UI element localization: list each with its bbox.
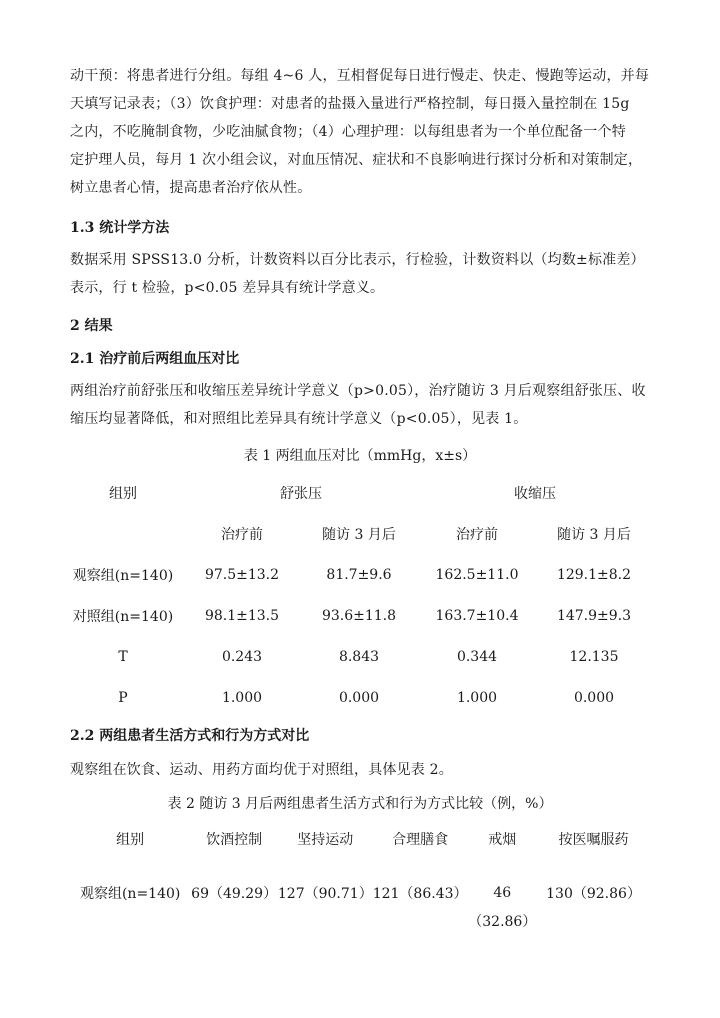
section-heading-1-3: 1.3 统计学方法: [70, 220, 170, 236]
row-label: 观察组(n=140): [72, 567, 174, 584]
table-cell: 8.843: [338, 648, 380, 665]
table-cell: 1.000: [456, 689, 498, 706]
header-cell-systolic: 收缩压: [514, 486, 556, 502]
text-line: 缩压均显著降低，和对照组比差异具有统计学意义（p<0.05），见表 1。: [70, 411, 528, 427]
table-cell: 97.5±13.2: [204, 566, 280, 583]
header-cell: 按医嘱服药: [558, 832, 629, 848]
section-heading-2-2: 2.2 两组患者生活方式和行为方式对比: [70, 728, 310, 744]
table-cell: 162.5±11.0: [435, 566, 519, 583]
table-row: [70, 880, 650, 906]
row-label: T: [118, 648, 128, 665]
table-row: [62, 554, 652, 595]
table-cell: 1.000: [221, 689, 263, 706]
table-cell: [62, 514, 184, 554]
table-cell: 130（92.86）: [546, 886, 641, 902]
table-cell: 147.9±9.3: [556, 607, 632, 624]
row-label: 对照组(n=140): [72, 608, 174, 625]
header-cell: 戒烟: [488, 832, 517, 848]
table-cell: 163.7±10.4: [435, 607, 519, 624]
table-subheader-row: [62, 514, 652, 554]
table-cell: 81.7±9.6: [326, 566, 392, 583]
table2-caption: 表 2 随访 3 月后两组患者生活方式和行为方式比较（例，%）: [167, 796, 553, 812]
table-cell: [373, 906, 468, 936]
subheader-cell: 治疗前: [456, 527, 498, 543]
stats-method-paragraph: [70, 246, 650, 302]
table-cell: 46: [493, 885, 512, 901]
text-line: 数据采用 SPSS13.0 分析，计数资料以百分比表示，行检验，计数资料以（均数±标准差）: [70, 252, 645, 268]
table-row: [62, 677, 652, 718]
subheader-cell: 治疗前: [221, 527, 263, 543]
table-cell: 0.344: [456, 648, 498, 665]
table-cell: 98.1±13.5: [204, 607, 280, 624]
lifestyle-result-paragraph: [70, 756, 650, 784]
table-cell: [537, 906, 650, 936]
text-line: 天填写记录表；（3）饮食护理：对患者的盐摄入量进行严格控制，每日摄入量控制在 15g: [70, 96, 630, 112]
text-line: 树立患者心情，提高患者治疗依从性。: [70, 180, 312, 196]
text-line: 表示，行 t 检验，p<0.05 差异具有统计学意义。: [70, 280, 385, 296]
section-heading-2: 2 结果: [70, 318, 113, 334]
table-header-row: [62, 472, 652, 514]
header-cell: 合理膳食: [392, 832, 449, 848]
spacer-row: [70, 854, 650, 880]
table-cell: 69（49.29）: [191, 886, 278, 902]
table2: [70, 824, 650, 936]
table-cell: [70, 906, 190, 936]
header-cell: 坚持运动: [297, 832, 354, 848]
text-line: 观察组在饮食、运动、用药方面均优于对照组，具体见表 2。: [70, 762, 453, 778]
intro-paragraph: [70, 62, 650, 202]
text-line: 两组治疗前舒张压和收缩压差异统计学意义（p>0.05），治疗随访 3 月后观察组舒张压、收: [70, 383, 646, 399]
table-row: [62, 595, 652, 636]
table-cell: 0.243: [221, 648, 263, 665]
table1-caption: 表 1 两组血压对比（mmHg，x±s）: [243, 448, 477, 464]
table-cell: 93.6±11.8: [321, 607, 397, 624]
header-cell-group: 组别: [109, 486, 137, 502]
table-cell: 12.135: [569, 648, 619, 665]
table-cell: [190, 906, 278, 936]
table-header-row: [70, 824, 650, 854]
table1: [62, 472, 652, 718]
text-line: 之内，不吃腌制食物，少吃油腻食物；（4）心理护理：以每组患者为一个单位配备一个特: [70, 124, 626, 140]
bp-result-paragraph: [70, 377, 650, 433]
table-cell: 0.000: [573, 689, 615, 706]
table-cell: 0.000: [338, 689, 380, 706]
row-label: P: [118, 689, 128, 706]
table-cell: 129.1±8.2: [556, 566, 632, 583]
header-cell: 组别: [116, 832, 145, 848]
table-cell: 观察组(n=140): [79, 886, 181, 902]
subheader-cell: 随访 3 月后: [557, 527, 631, 543]
table-cell: [278, 906, 373, 936]
table-cell: 121（86.43）: [372, 886, 468, 902]
text-line: 动干预：将患者进行分组。每组 4~6 人，互相督促每日进行慢走、快走、慢跑等运动，并每: [70, 68, 650, 84]
section-heading-2-1: 2.1 治疗前后两组血压对比: [70, 351, 240, 367]
table-cell: 127（90.71）: [277, 886, 373, 902]
table-cell: （32.86）: [468, 914, 537, 930]
header-cell-diastolic: 舒张压: [280, 486, 322, 502]
subheader-cell: 随访 3 月后: [322, 527, 396, 543]
table-row: [62, 636, 652, 677]
header-cell: 饮酒控制: [206, 832, 263, 848]
text-line: 定护理人员，每月 1 次小组会议，对血压情况、症状和不良影响进行探讨分析和对策制定，: [70, 152, 643, 168]
table-row-continuation: [70, 906, 650, 936]
